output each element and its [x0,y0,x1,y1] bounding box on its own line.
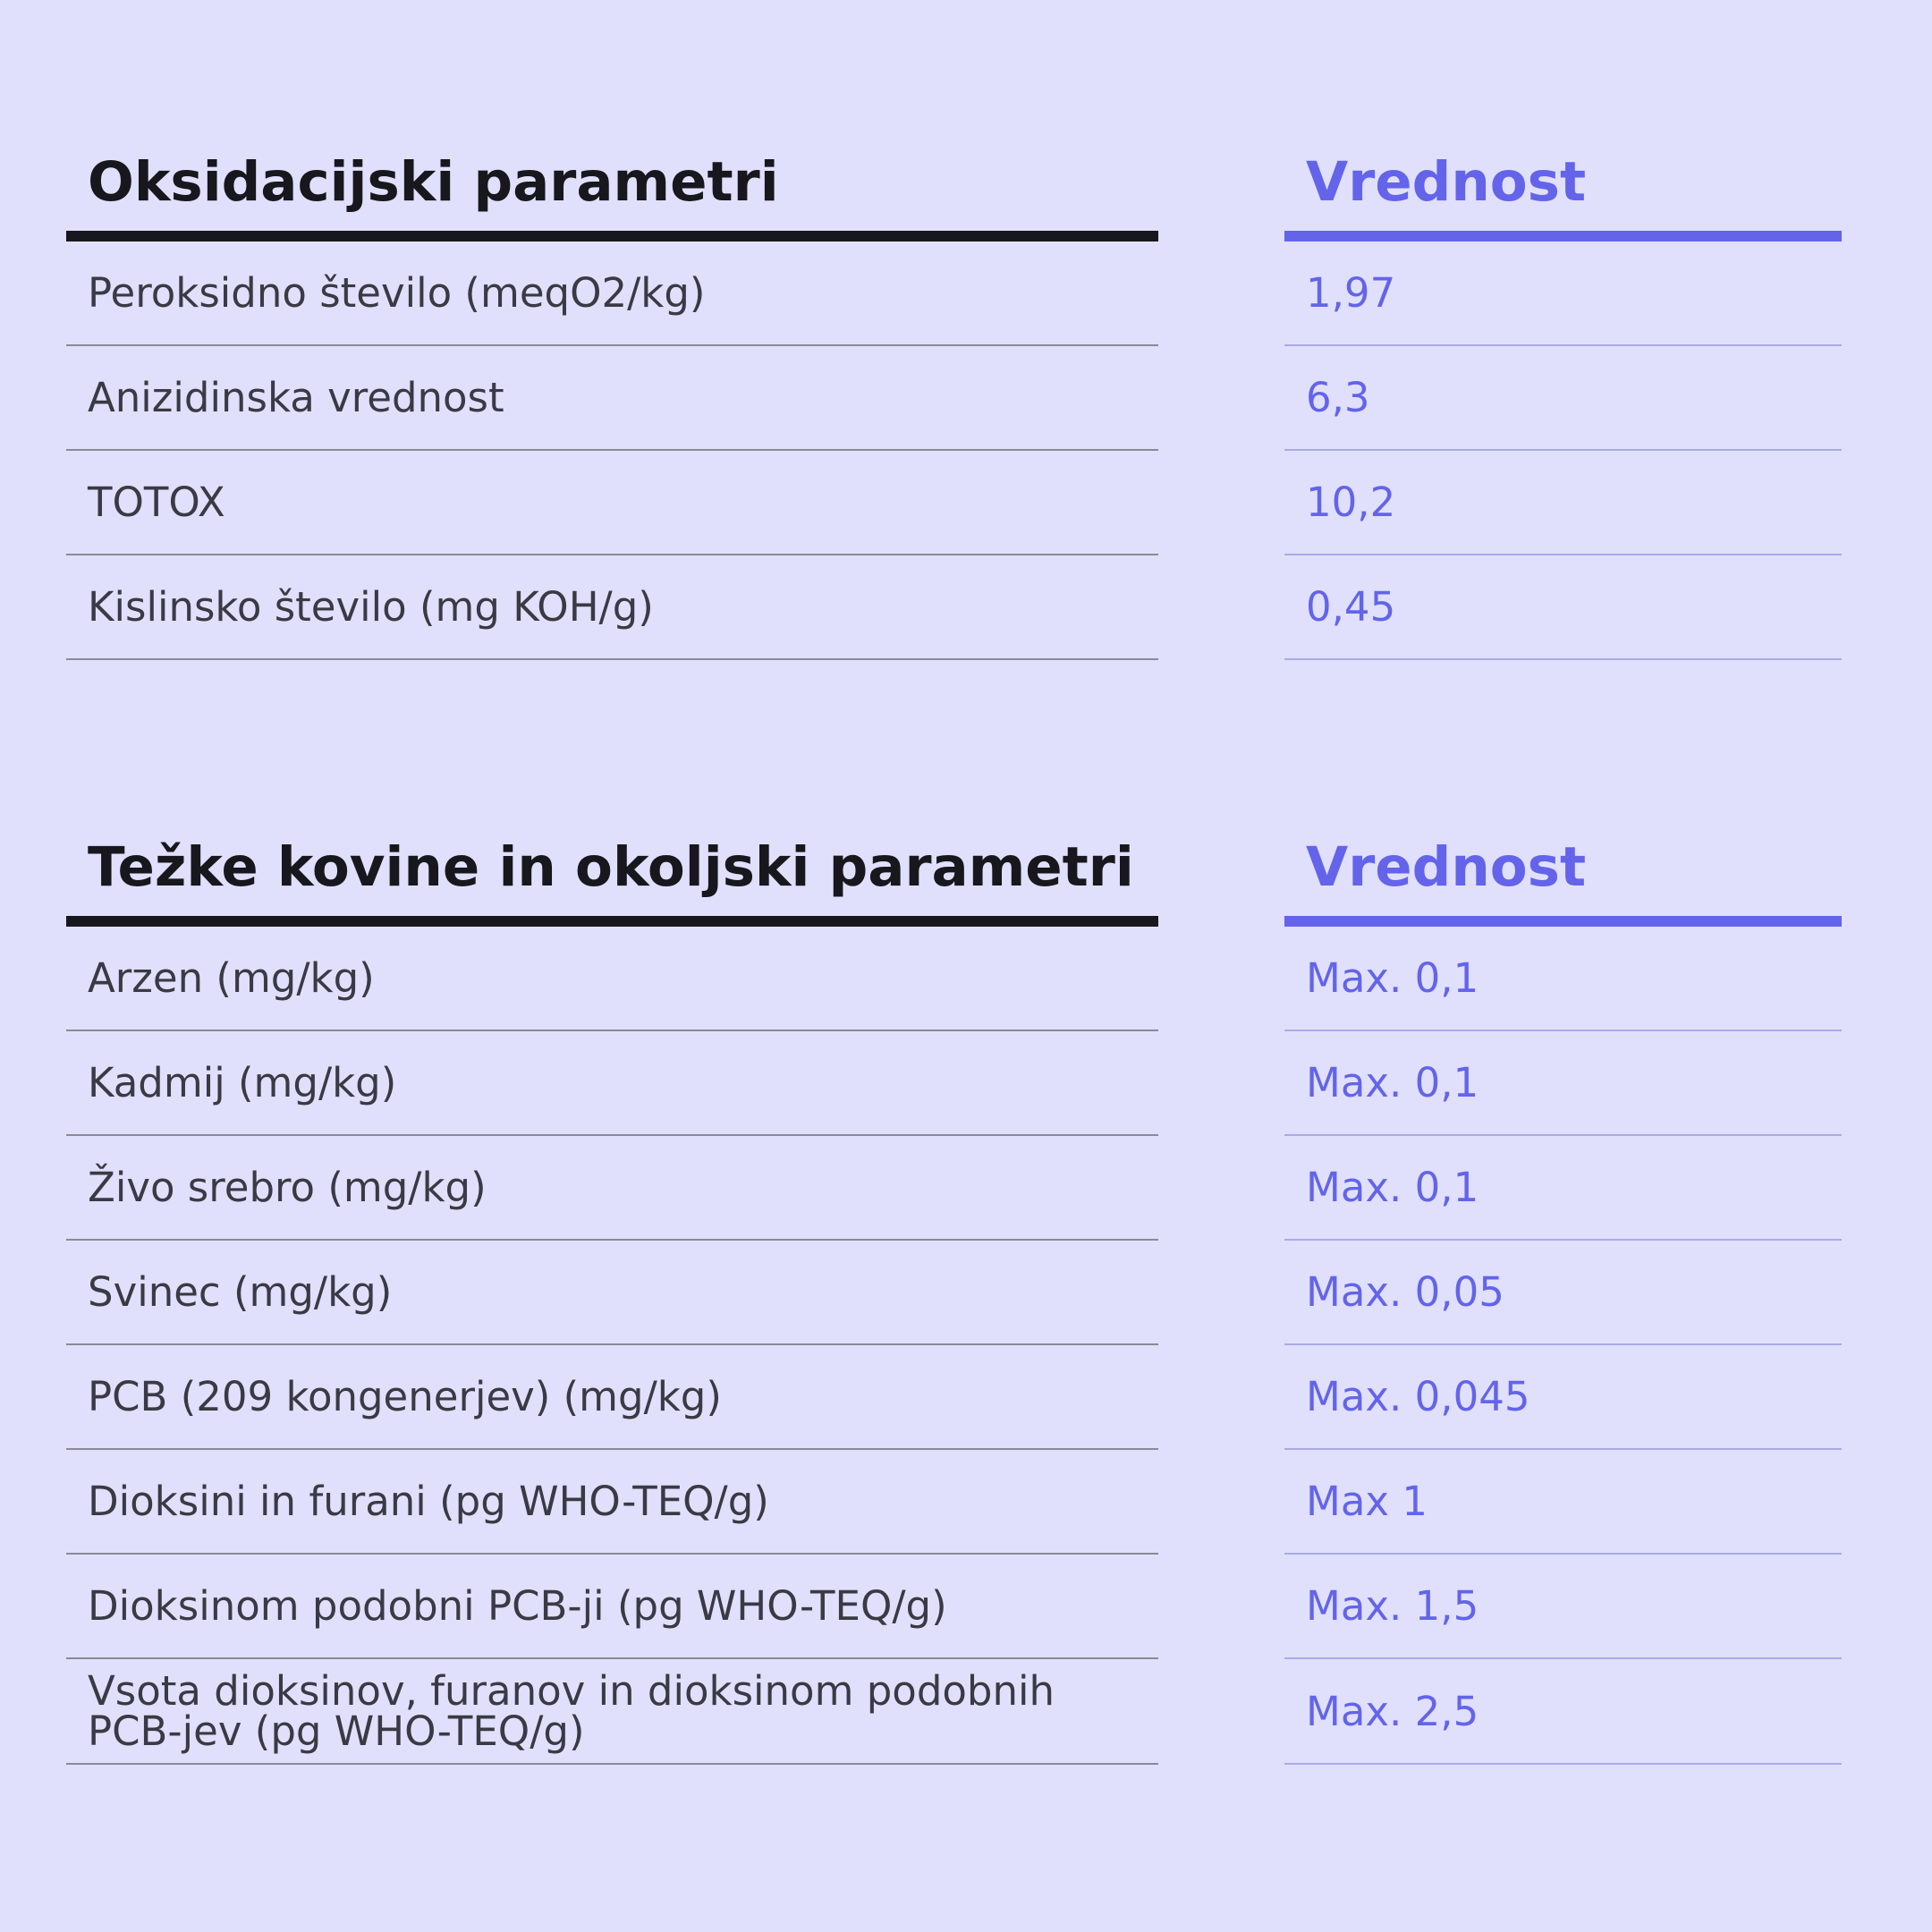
row-label: Arzen (mg/kg) [88,954,375,1002]
table-row [1284,242,1842,346]
header-rule [1284,916,1842,927]
table-row [1284,1345,1842,1450]
oxidation-parameters-title: Oksidacijski parametri [88,150,779,214]
table-row [66,927,1158,1031]
row-value: Max. 0,1 [1306,954,1479,1002]
row-label: Svinec (mg/kg) [88,1268,393,1316]
row-value: 10,2 [1306,479,1396,526]
row-value: Max. 0,045 [1306,1373,1530,1420]
row-value: Max. 2,5 [1306,1687,1479,1735]
row-label: Vsota dioksinov, furanov in dioksinom podobnih PCB-jev (pg WHO-TEQ/g) [88,1667,1055,1755]
table-row [66,555,1158,660]
table-row [1284,1450,1842,1555]
heavy-metals-table [66,837,1158,1765]
table-row [66,1659,1158,1765]
heavy-metals-title: Težke kovine in okoljski parametri [88,835,1134,899]
table-row [1284,927,1842,1031]
header-rule [1284,231,1842,242]
header-rule [66,916,1158,927]
table-row [1284,1136,1842,1241]
oxidation-parameters-header [66,152,1158,242]
table-row [66,1031,1158,1136]
table-row [1284,555,1842,660]
row-label: Dioksinom podobni PCB-ji (pg WHO-TEQ/g) [88,1582,947,1630]
table-row [1284,1241,1842,1345]
row-label: Kislinsko število (mg KOH/g) [88,583,654,631]
row-value: Max. 0,05 [1306,1268,1504,1316]
row-value: 0,45 [1306,583,1396,631]
table-row [66,1241,1158,1345]
row-label: PCB (209 kongenerjev) (mg/kg) [88,1373,722,1420]
table-row [1284,451,1842,555]
table-row [66,1136,1158,1241]
row-label: TOTOX [88,479,225,526]
table-row [1284,1555,1842,1659]
table-row [1284,346,1842,451]
row-value: Max 1 [1306,1478,1428,1525]
table-row [1284,1031,1842,1136]
table-row [66,1450,1158,1555]
oxidation-values-column [1284,152,1842,660]
row-value: Max. 0,1 [1306,1059,1479,1106]
table-row [66,1555,1158,1659]
row-value: 6,3 [1306,374,1370,421]
row-value: 1,97 [1306,269,1396,317]
table-row [66,346,1158,451]
oxidation-values-header [1284,152,1842,242]
row-value: Max. 0,1 [1306,1164,1479,1211]
row-value: Max. 1,5 [1306,1582,1479,1630]
table-row [66,1345,1158,1450]
header-rule [66,231,1158,242]
table-row [66,242,1158,346]
table-row [1284,1659,1842,1765]
heavy-metals-values-header [1284,837,1842,927]
value-column-title: Vrednost [1306,835,1587,899]
row-label: Dioksini in furani (pg WHO-TEQ/g) [88,1478,769,1525]
row-label: Živo srebro (mg/kg) [88,1164,487,1211]
row-label: Peroksidno število (meqO2/kg) [88,269,706,317]
row-label: Kadmij (mg/kg) [88,1059,397,1106]
heavy-metals-values-column [1284,837,1842,1765]
row-label: Anizidinska vrednost [88,374,504,421]
value-column-title: Vrednost [1306,150,1587,214]
oxidation-parameters-table [66,152,1158,660]
heavy-metals-header [66,837,1158,927]
table-row [66,451,1158,555]
